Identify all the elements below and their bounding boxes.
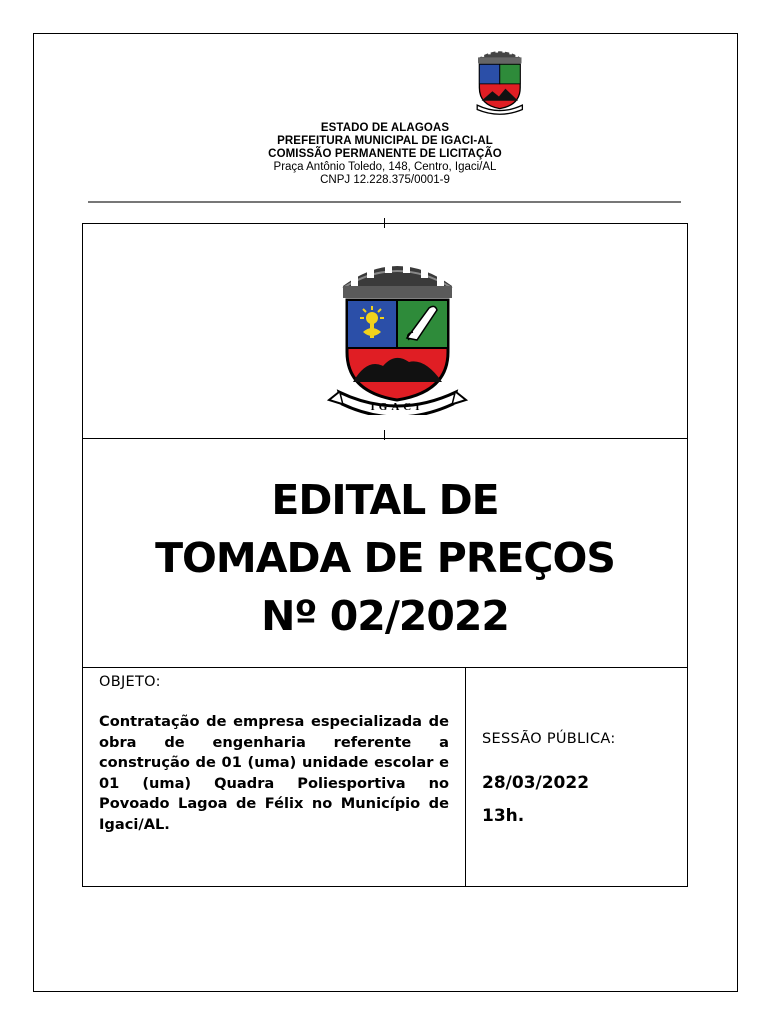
objeto-panel [82, 667, 466, 887]
commission-name: COMISSÃO PERMANENTE DE LICITAÇÃO [268, 148, 502, 160]
title-line-1: EDITAL DE [271, 476, 499, 524]
municipal-crest [325, 240, 470, 415]
letterhead [100, 122, 670, 187]
crown [343, 263, 452, 298]
objeto-label: OBJETO: [99, 674, 161, 690]
state-name: ESTADO DE ALAGOAS [320, 122, 450, 134]
crown-small [478, 49, 521, 64]
motto-text: IGACI [370, 401, 424, 413]
title-line-3: Nº 02/2022 [261, 592, 509, 640]
title-line-2: TOMADA DE PREÇOS [155, 534, 615, 582]
address-line: Praça Antônio Toledo, 148, Centro, Igaci/AL [273, 161, 497, 173]
cnpj-line: CNPJ 12.228.375/0001-9 [320, 174, 450, 186]
municipal-crest-small [468, 40, 532, 116]
header-divider [88, 201, 681, 203]
objeto-description: Contratação de empresa especializada de obra de engenharia referente a construção de 01 (uma) unidade escolar e 01 (uma) Quadra Poliesportiva no Povoado Lagoa de Félix no Município de Igaci/AL. [99, 713, 449, 833]
document-title [83, 471, 687, 645]
title-panel [82, 438, 688, 668]
sessao-time: 13h. [482, 806, 525, 826]
municipality-name: PREFEITURA MUNICIPAL DE IGACI-AL [277, 135, 493, 147]
sessao-label: SESSÃO PÚBLICA: [482, 731, 616, 747]
top-tick [384, 218, 385, 228]
sessao-panel [465, 667, 688, 887]
sessao-date: 28/03/2022 [482, 773, 590, 793]
